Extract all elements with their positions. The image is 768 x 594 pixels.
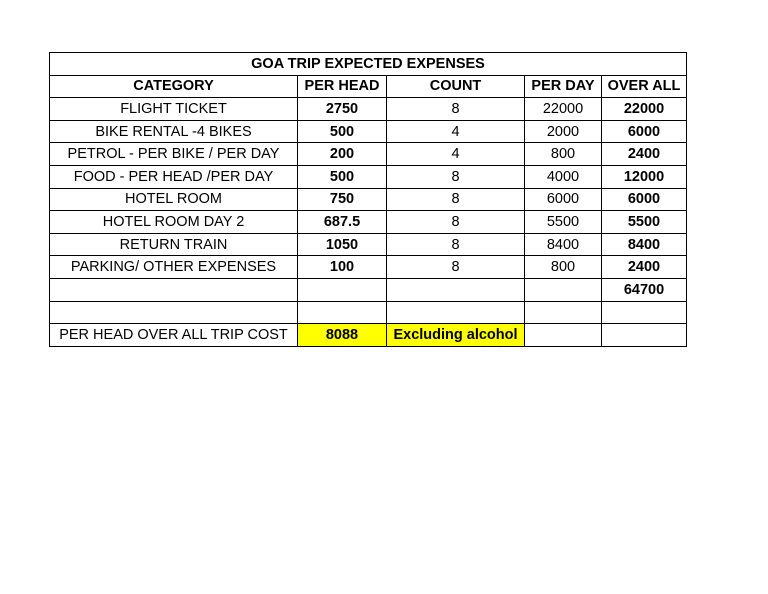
cell-per-head[interactable]: 1050 (298, 233, 387, 256)
table-row (50, 98, 687, 121)
cell-category[interactable]: BIKE RENTAL -4 BIKES (50, 120, 298, 143)
title-row (50, 53, 687, 76)
expense-table (49, 52, 687, 347)
cell-over-all[interactable]: 6000 (602, 188, 687, 211)
cell-category[interactable]: HOTEL ROOM DAY 2 (50, 211, 298, 234)
header-per-day[interactable]: PER DAY (525, 75, 602, 98)
table-row (50, 233, 687, 256)
table-row (50, 188, 687, 211)
cell-count[interactable]: 8 (387, 211, 525, 234)
blank-row (50, 301, 687, 324)
empty-cell[interactable] (525, 278, 602, 301)
cell-per-head[interactable]: 500 (298, 165, 387, 188)
cell-per-head[interactable]: 500 (298, 120, 387, 143)
table-row (50, 143, 687, 166)
cell-per-head[interactable]: 687.5 (298, 211, 387, 234)
empty-cell[interactable] (602, 324, 687, 347)
cell-count[interactable]: 8 (387, 188, 525, 211)
cell-per-head[interactable]: 2750 (298, 98, 387, 121)
table-row (50, 256, 687, 279)
cell-category[interactable]: HOTEL ROOM (50, 188, 298, 211)
cell-count[interactable]: 4 (387, 143, 525, 166)
header-row (50, 75, 687, 98)
empty-cell[interactable] (298, 278, 387, 301)
table-row (50, 211, 687, 234)
summary-label[interactable]: PER HEAD OVER ALL TRIP COST (50, 324, 298, 347)
cell-per-day[interactable]: 800 (525, 256, 602, 279)
header-per-head[interactable]: PER HEAD (298, 75, 387, 98)
cell-count[interactable]: 8 (387, 165, 525, 188)
cell-over-all[interactable]: 5500 (602, 211, 687, 234)
empty-cell[interactable] (525, 301, 602, 324)
empty-cell[interactable] (387, 301, 525, 324)
cell-category[interactable]: FLIGHT TICKET (50, 98, 298, 121)
empty-cell[interactable] (525, 324, 602, 347)
cell-per-day[interactable]: 22000 (525, 98, 602, 121)
cell-per-day[interactable]: 2000 (525, 120, 602, 143)
cell-over-all[interactable]: 22000 (602, 98, 687, 121)
cell-per-day[interactable]: 4000 (525, 165, 602, 188)
cell-over-all[interactable]: 2400 (602, 256, 687, 279)
cell-count[interactable]: 8 (387, 233, 525, 256)
cell-category[interactable]: RETURN TRAIN (50, 233, 298, 256)
cell-over-all[interactable]: 12000 (602, 165, 687, 188)
cell-count[interactable]: 8 (387, 256, 525, 279)
cell-per-day[interactable]: 8400 (525, 233, 602, 256)
cell-category[interactable]: PETROL - PER BIKE / PER DAY (50, 143, 298, 166)
empty-cell[interactable] (602, 301, 687, 324)
empty-cell[interactable] (387, 278, 525, 301)
cell-per-head[interactable]: 200 (298, 143, 387, 166)
table-title[interactable]: GOA TRIP EXPECTED EXPENSES (50, 53, 687, 76)
header-over-all[interactable]: OVER ALL (602, 75, 687, 98)
total-row (50, 278, 687, 301)
empty-cell[interactable] (298, 301, 387, 324)
cell-over-all[interactable]: 2400 (602, 143, 687, 166)
cell-category[interactable]: PARKING/ OTHER EXPENSES (50, 256, 298, 279)
cell-per-day[interactable]: 6000 (525, 188, 602, 211)
summary-value[interactable]: 8088 (298, 324, 387, 347)
cell-count[interactable]: 4 (387, 120, 525, 143)
cell-over-all[interactable]: 8400 (602, 233, 687, 256)
cell-per-day[interactable]: 800 (525, 143, 602, 166)
cell-per-day[interactable]: 5500 (525, 211, 602, 234)
total-value[interactable]: 64700 (602, 278, 687, 301)
cell-per-head[interactable]: 100 (298, 256, 387, 279)
empty-cell[interactable] (50, 301, 298, 324)
table-row (50, 120, 687, 143)
cell-count[interactable]: 8 (387, 98, 525, 121)
summary-note[interactable]: Excluding alcohol (387, 324, 525, 347)
header-count[interactable]: COUNT (387, 75, 525, 98)
summary-row (50, 324, 687, 347)
table-row (50, 165, 687, 188)
header-category[interactable]: CATEGORY (50, 75, 298, 98)
cell-category[interactable]: FOOD - PER HEAD /PER DAY (50, 165, 298, 188)
cell-over-all[interactable]: 6000 (602, 120, 687, 143)
cell-per-head[interactable]: 750 (298, 188, 387, 211)
empty-cell[interactable] (50, 278, 298, 301)
